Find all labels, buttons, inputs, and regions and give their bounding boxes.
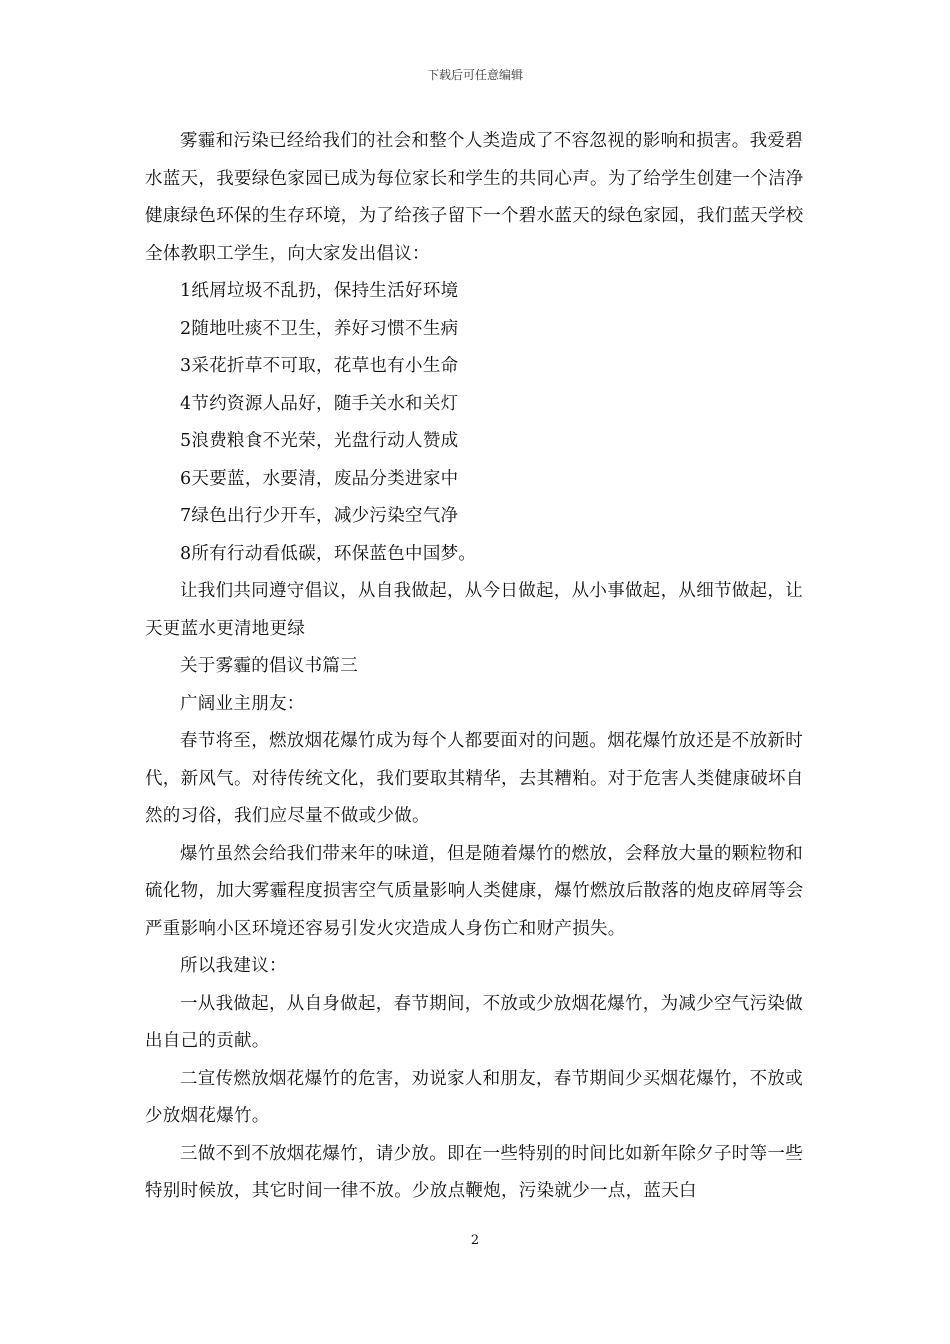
paragraph-intro: 雾霾和污染已经给我们的社会和整个人类造成了不容忽视的影响和损害。我爱碧水蓝天，我要绿色家园已成为每位家长和学生的共同心声。为了给学生创建一个洁净健康绿色环保的生存环境，为了给孩子留下一个碧水蓝天的绿色家园，我们蓝天学校全体教职工学生，向大家发出倡议： [145, 131, 804, 264]
paragraph-closing: 让我们共同遵守倡议，从自我做起，从今日做起，从小事做起，从细节做起，让天更蓝水更清地更绿 [145, 581, 803, 639]
section-title: 关于雾霾的倡议书篇三 [180, 656, 358, 676]
page-number: 2 [470, 1233, 480, 1248]
list-item: 2随地吐痰不卫生，养好习惯不生病 [180, 318, 459, 339]
list-item: 8所有行动看低碳，环保蓝色中国梦。 [180, 543, 477, 564]
paragraph: 春节将至，燃放烟花爆竹成为每个人都要面对的问题。烟花爆竹放还是不放新时代，新风气。对待传统文化，我们要取其精华，去其糟粕。对于危害人类健康破坏自然的习俗，我们应尽量不做或少做。 [145, 731, 804, 826]
suggestion-item: 三做不到不放烟花爆竹，请少放。即在一些特别的时间比如新年除夕子时等一些特别时候放，其它时间一律不放。少放点鞭炮，污染就少一点，蓝天白 [145, 1143, 803, 1201]
paragraph: 所以我建议： [180, 956, 287, 976]
list-item: 7绿色出行少开车，减少污染空气净 [180, 506, 459, 526]
paragraph: 爆竹虽然会给我们带来年的味道，但是随着爆竹的燃放，会释放大量的颗粒物和硫化物，加大雾霾程度损害空气质量影响人类健康，爆竹燃放后散落的炮皮碎屑等会严重影响小区环境还容易引发火灾造成人身伤亡和财产损失。 [145, 843, 804, 939]
page-header: 下载后可任意编辑 [426, 68, 523, 82]
list-item: 3采花折草不可取，花草也有小生命 [180, 356, 459, 376]
list-item: 4节约资源人品好，随手关水和关灯 [180, 393, 459, 414]
list-item: 1纸屑垃圾不乱扔，保持生活好环境 [180, 281, 459, 301]
list-item: 5浪费粮食不光荣，光盘行动人赞成 [180, 431, 459, 451]
suggestion-item: 一从我做起，从自身做起，春节期间，不放或少放烟花爆竹，为减少空气污染做出自己的贡献。 [145, 993, 803, 1051]
list-item: 6天要蓝，水要清，废品分类进家中 [180, 468, 459, 489]
salutation: 广阔业主朋友： [180, 693, 305, 714]
document-body [145, 123, 807, 1211]
suggestion-item: 二宣传燃放烟花爆竹的危害，劝说家人和朋友，春节期间少买烟花爆竹，不放或少放烟花爆竹。 [145, 1068, 803, 1126]
